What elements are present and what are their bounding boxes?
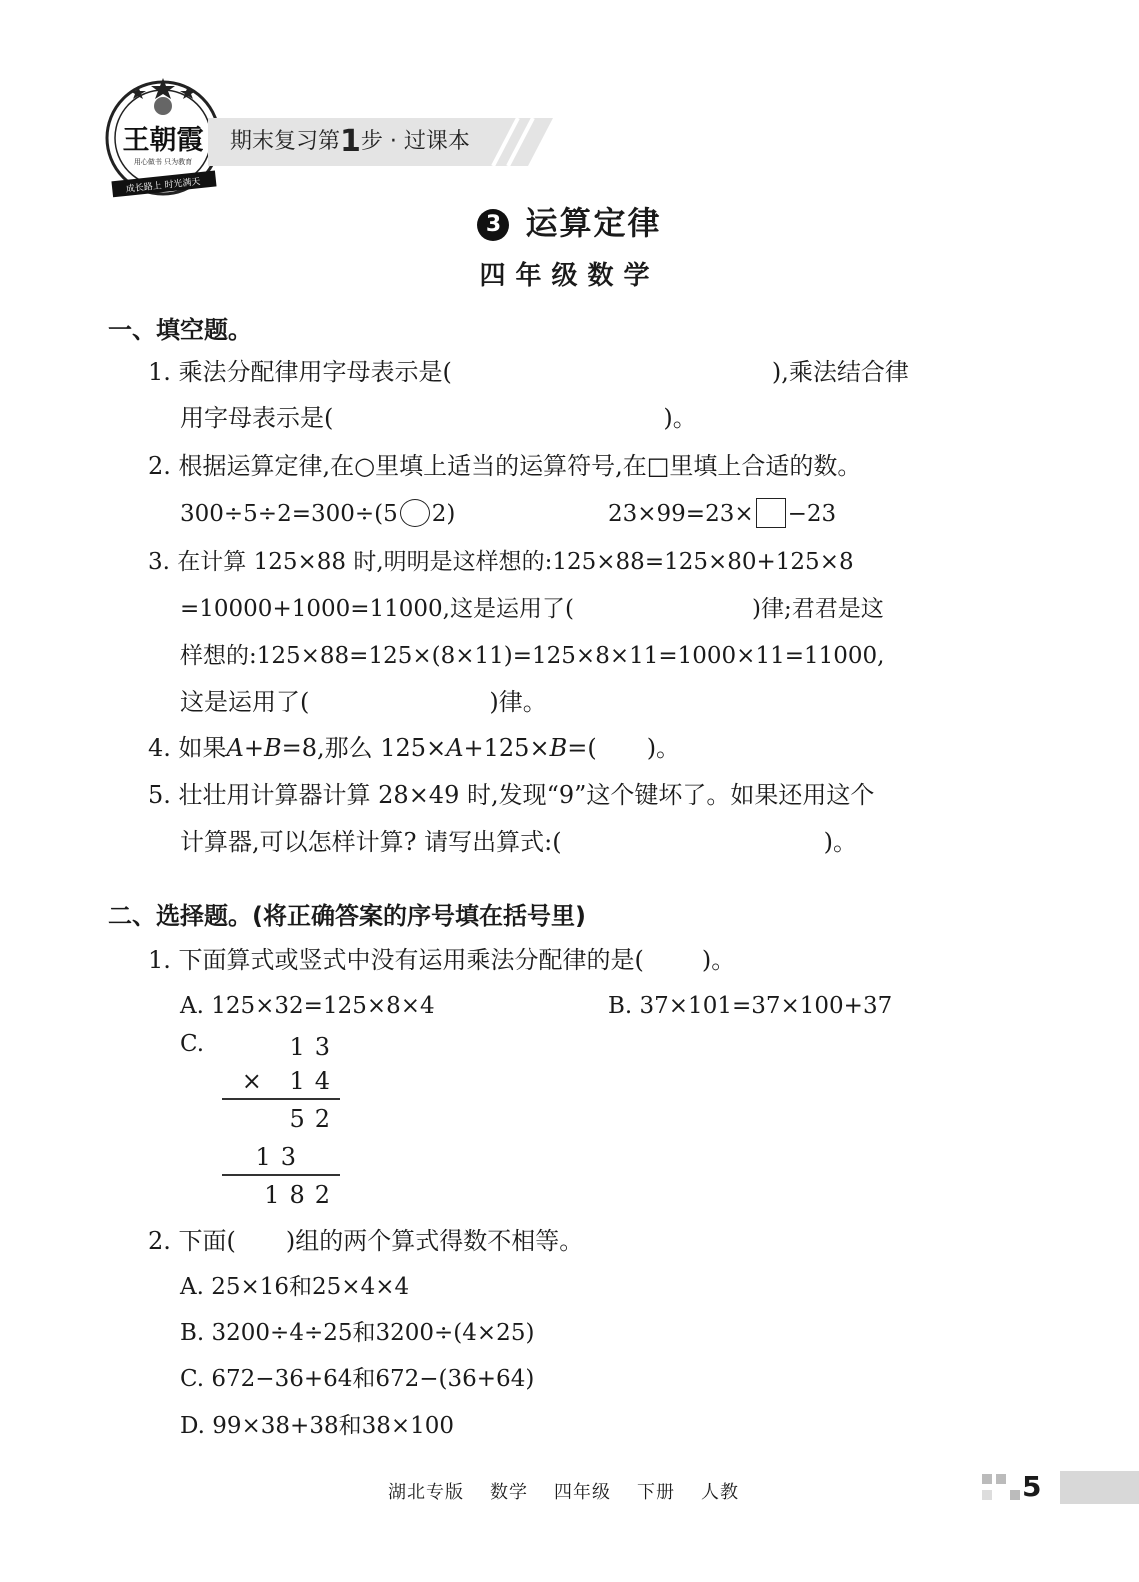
question-1-3-line-1: 3. 在计算 125×88 时,明明是这样想的:125×88=125×80+125×8 (148, 549, 854, 575)
banner-step-number: 1 (340, 124, 361, 159)
vertical-row-product: 182 (264, 1181, 340, 1209)
question-1-5-line-2 (180, 826, 857, 858)
question-1-5-line-1: 5. 壮壮用计算器计算 28×49 时,发现“9”这个键坏了。如果还用这个 (148, 781, 875, 809)
footer-info (388, 1478, 765, 1504)
vertical-row-partial-2: 13 (255, 1143, 306, 1171)
question-1-1-line-1 (148, 356, 909, 388)
q1-4-text-a: 4. 如果 (148, 734, 227, 762)
q1-1-text-c: 用字母表示是( (180, 404, 334, 432)
page-decor-block (982, 1474, 992, 1484)
q1-1-text-d: )。 (663, 404, 697, 432)
section-heading-multiple-choice: 二、选择题。(将正确答案的序号填在括号里) (108, 902, 586, 930)
option-2-1-b[interactable]: B. 37×101=37×100+37 (608, 993, 893, 1019)
page-decor-block (982, 1490, 992, 1500)
variable-a: A (446, 734, 464, 762)
section-heading-fill-in: 一、填空题。 (108, 316, 252, 344)
vertical-row-partial-1: 52 (289, 1105, 340, 1133)
question-1-3-line-4 (180, 686, 547, 718)
q1-1-text-b: ),乘法结合律 (771, 358, 909, 386)
question-1-1-line-2 (180, 402, 697, 434)
vertical-row-multiplier: × 14 (241, 1067, 340, 1095)
option-2-2-b[interactable]: B. 3200÷4÷25和3200÷(4×25) (180, 1320, 535, 1346)
page-subtitle: 四年级数学 (479, 261, 660, 291)
brand-name: 王朝霞 (122, 125, 204, 156)
option-2-1-a[interactable]: A. 125×32=125×8×4 (180, 993, 435, 1019)
q1-4-text-e: =( (567, 734, 597, 762)
page-decor-block (996, 1474, 1006, 1484)
q1-2-eq1-pre: 300÷5÷2=300÷(5 (180, 501, 398, 527)
q1-5-text-a: 计算器,可以怎样计算? 请写出算式:( (180, 828, 562, 856)
vertical-row-multiplicand: 13 (289, 1033, 340, 1061)
q1-4-text-c: =8,那么 125× (281, 734, 447, 762)
option-2-2-d[interactable]: D. 99×38+38和38×100 (180, 1413, 455, 1439)
q1-5-text-b: )。 (823, 828, 857, 856)
vertical-rule (222, 1174, 340, 1176)
q1-4-text-b: + (243, 734, 264, 762)
brand-motto: 用心做书 只为教育 (133, 158, 193, 166)
question-1-3-line-2 (180, 593, 884, 625)
vertical-rule (222, 1098, 340, 1100)
footer-grade: 四年级 (554, 1482, 611, 1503)
footer-subject: 数学 (490, 1482, 528, 1503)
page-number: 5 (1022, 1470, 1042, 1503)
question-1-4 (148, 732, 680, 764)
page-decor-block (1010, 1490, 1020, 1500)
option-2-2-c[interactable]: C. 672−36+64和672−(36+64) (180, 1366, 535, 1392)
q1-3-text-d: )律。 (489, 688, 547, 716)
question-1-2-equation-1 (180, 498, 455, 530)
q2-1-text-b: )。 (701, 946, 736, 974)
question-2-2 (148, 1225, 583, 1257)
q1-4-text-f: )。 (646, 734, 681, 762)
q1-2-eq2-pre: 23×99=23× (608, 501, 754, 527)
question-1-2-equation-2 (608, 498, 836, 530)
question-1-3-line-3: 样想的:125×88=125×(8×11)=125×8×11=1000×11=11000, (180, 643, 885, 669)
variable-b: B (549, 734, 568, 762)
footer-edition: 湖北专版 (388, 1482, 464, 1503)
page-number-bar (1060, 1471, 1139, 1504)
option-2-2-a[interactable]: A. 25×16和25×4×4 (180, 1274, 410, 1300)
variable-a: A (226, 734, 244, 762)
banner-suffix: 步 · 过课本 (360, 129, 470, 154)
variable-b: B (263, 734, 282, 762)
footer-volume: 下册 (637, 1482, 675, 1503)
question-1-2-text: 2. 根据运算定律,在○里填上适当的运算符号,在□里填上合适的数。 (148, 452, 862, 480)
q1-2-eq2-post: −23 (787, 501, 837, 527)
footer-publisher: 人教 (701, 1482, 739, 1503)
step-banner-text (230, 124, 470, 159)
operator-circle-blank[interactable] (400, 499, 430, 527)
banner-prefix: 期末复习第 (230, 129, 341, 154)
q2-1-text-a: 1. 下面算式或竖式中没有运用乘法分配律的是( (148, 946, 644, 974)
question-2-1 (148, 944, 735, 976)
q1-4-text-d: +125× (463, 734, 550, 762)
q2-2-text-a: 2. 下面( (148, 1227, 236, 1255)
q1-3-text-a: =10000+1000=11000,这是运用了( (180, 596, 574, 622)
page-title-text: 运算定律 (525, 204, 662, 242)
page-title (0, 198, 1139, 244)
q1-2-eq1-post: 2) (431, 501, 456, 527)
brand-slogan: 成长路上 时光满天 (125, 177, 201, 195)
option-2-1-c-label[interactable]: C. (180, 1031, 205, 1057)
q1-1-text-a: 1. 乘法分配律用字母表示是( (148, 358, 452, 386)
q2-2-text-b: )组的两个算式得数不相等。 (285, 1227, 584, 1255)
number-box-blank[interactable] (756, 498, 786, 528)
q1-3-text-b: )律;君君是这 (751, 596, 884, 622)
title-number-badge: 3 (477, 209, 509, 241)
q1-3-text-c: 这是运用了( (180, 688, 310, 716)
